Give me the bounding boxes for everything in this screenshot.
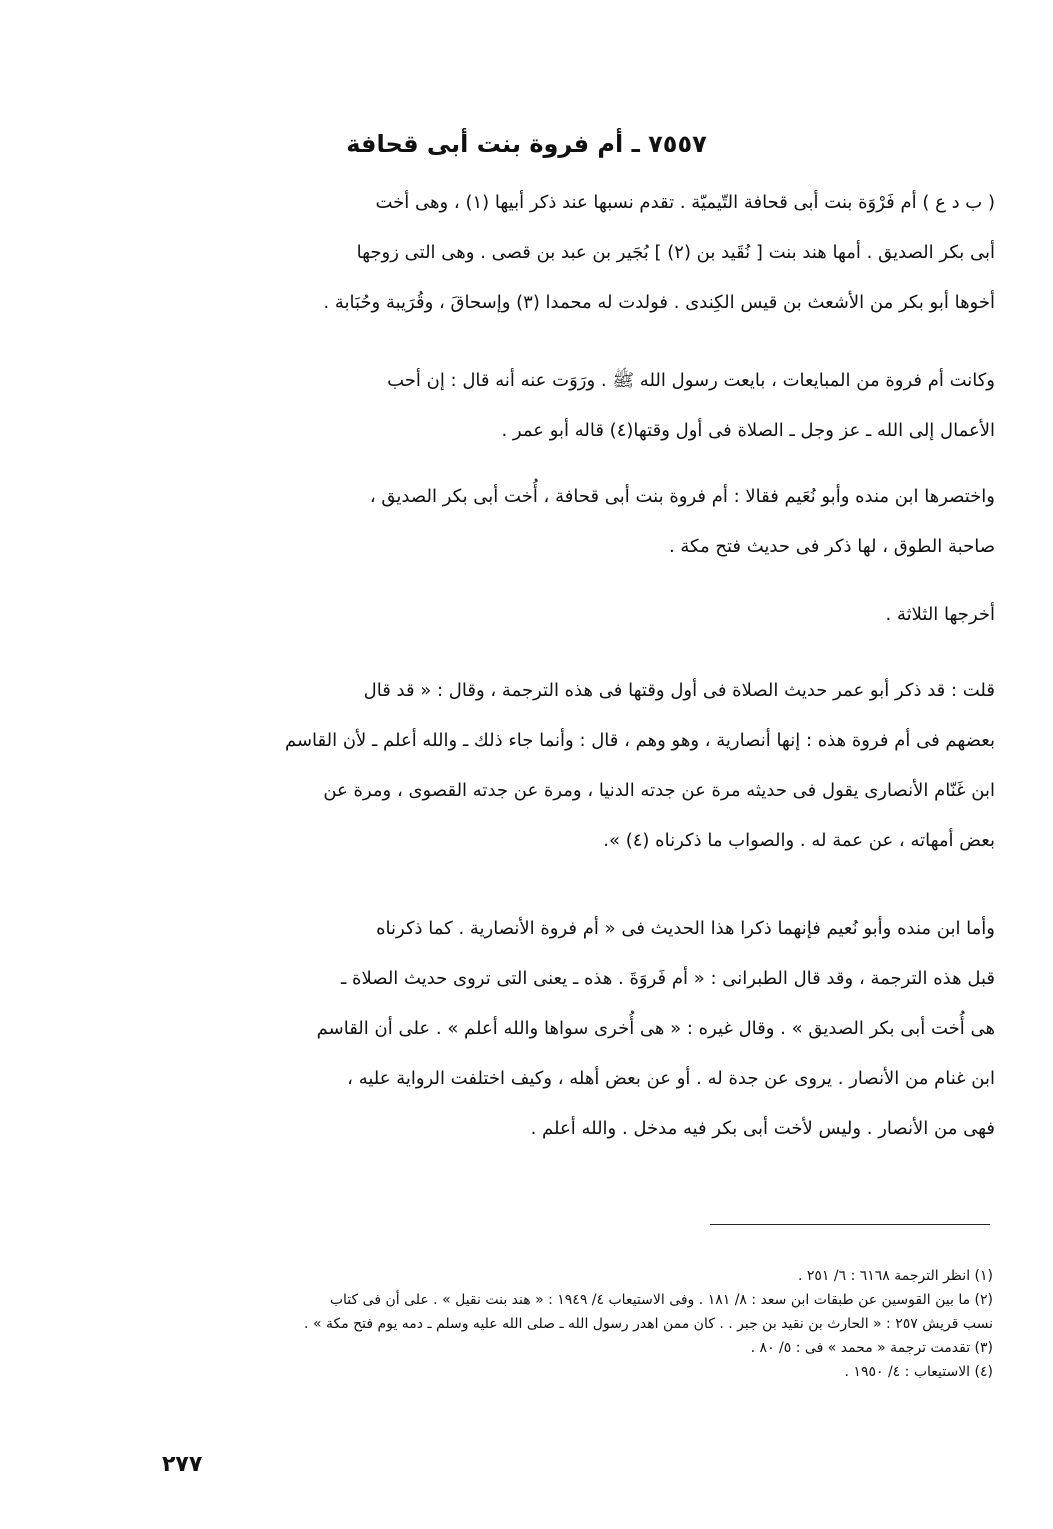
text-line: وكانت أم فروة من المبايعات ، بايعت رسول الله ﷺ . ورَوَت عنه أنه قال : إن أحب — [387, 370, 995, 391]
paragraph-1 — [45, 178, 995, 328]
text-line: هى أُخت أبى بكر الصديق » . وقال غيره : « هى أُخرى سواها والله أعلم » . على أن القاسم — [316, 1018, 995, 1039]
footnote: (٣) تقدمت ترجمة « محمد » فى : ٥/ ٨٠ . — [750, 1340, 993, 1356]
text-line: أخرجها الثلاثة . — [885, 604, 995, 625]
paragraph-5 — [45, 666, 995, 866]
text-line: فهى من الأنصار . وليس لأخت أبى بكر فيه مدخل . والله أعلم . — [530, 1118, 995, 1139]
text-line: أخوها أبو بكر من الأشعث بن قيس الكِندى . فولدت له محمدا (٣) وإسحاقَ ، وقُرَيبة وحُبَابة . — [323, 292, 995, 313]
footnote: (١) انظر الترجمة ٦١٦٨ : ٦/ ٢٥١ . — [797, 1268, 993, 1284]
text-line: الأعمال إلى الله ـ عز وجل ـ الصلاة فى أول وقتها(٤) قاله أبو عمر . — [501, 420, 995, 441]
text-line: قبل هذه الترجمة ، وقد قال الطبرانى : « أم فَروَةَ . هذه ـ يعنى التى تروى حديث الصلاة ـ — [341, 968, 995, 989]
entry-title: ٧٥٥٧ ـ أم فروة بنت أبى قحافة — [346, 130, 707, 158]
text-line: قلت : قد ذكر أبو عمر حديث الصلاة فى أول وقتها فى هذه الترجمة ، وقال : « قد قال — [363, 680, 995, 701]
text-line: بعض أمهاته ، عن عمة له . والصواب ما ذكرناه (٤) ». — [603, 830, 995, 851]
paragraph-3 — [45, 472, 995, 572]
text-line: بعضهم فى أم فروة هذه : إنها أنصارية ، وهو وهم ، قال : وأنما جاء ذلك ـ والله أعلم ـ لأن القاسم — [284, 730, 995, 751]
footnote: (٤) الاستيعاب : ٤/ ١٩٥٠ . — [844, 1364, 993, 1380]
text-line: واختصرها ابن منده وأبو نُعَيم فقالا : أم فروة بنت أبى قحافة ، أُخت أبى بكر الصديق ، — [369, 486, 995, 507]
text-line: ( ب د ع ) أم فَرْوَة بنت أبى قحافة التّيميّة . تقدم نسبها عند ذكر أبيها (١) ، وهى أخت — [375, 192, 995, 213]
footnote-divider — [710, 1224, 990, 1225]
text-line: أبى بكر الصديق . أمها هند بنت [ نُقَيد بن (٢) ] بُجَير بن عبد بن قصى . وهى التى زوجها — [356, 242, 995, 263]
paragraph-2 — [45, 356, 995, 456]
text-line: ابن غَنّام الأنصارى يقول فى حديثه مرة عن جدته الدنيا ، ومرة عن جدته القصوى ، ومرة عن — [323, 780, 995, 801]
text-line: وأما ابن منده وأبو نُعيم فإنهما ذكرا هذا الحديث فى « أم فروة الأنصارية . كما ذكرناه — [376, 918, 995, 939]
text-line: صاحبة الطوق ، لها ذكر فى حديث فتح مكة . — [668, 536, 995, 557]
footnote: نسب قريش ٢٥٧ : « الحارث بن نقيد بن جبر . . كان ممن اهدر رسول الله ـ صلى الله عليه وسلم ـ دمه يوم فتح مكة » . — [304, 1316, 993, 1332]
paragraph-4 — [45, 590, 995, 640]
page-number: ٢٧٧ — [162, 1452, 203, 1477]
footnotes — [53, 1264, 993, 1384]
footnote: (٢) ما بين القوسين عن طبقات ابن سعد : ٨/ ١٨١ . وفى الاستيعاب ٤/ ١٩٤٩ : « هند بنت نقيل » . على أن فى كتاب — [329, 1292, 993, 1308]
text-line: ابن غنام من الأنصار . يروى عن جدة له . أو عن بعض أهله ، وكيف اختلفت الرواية عليه ، — [347, 1068, 995, 1089]
paragraph-6 — [45, 904, 995, 1154]
